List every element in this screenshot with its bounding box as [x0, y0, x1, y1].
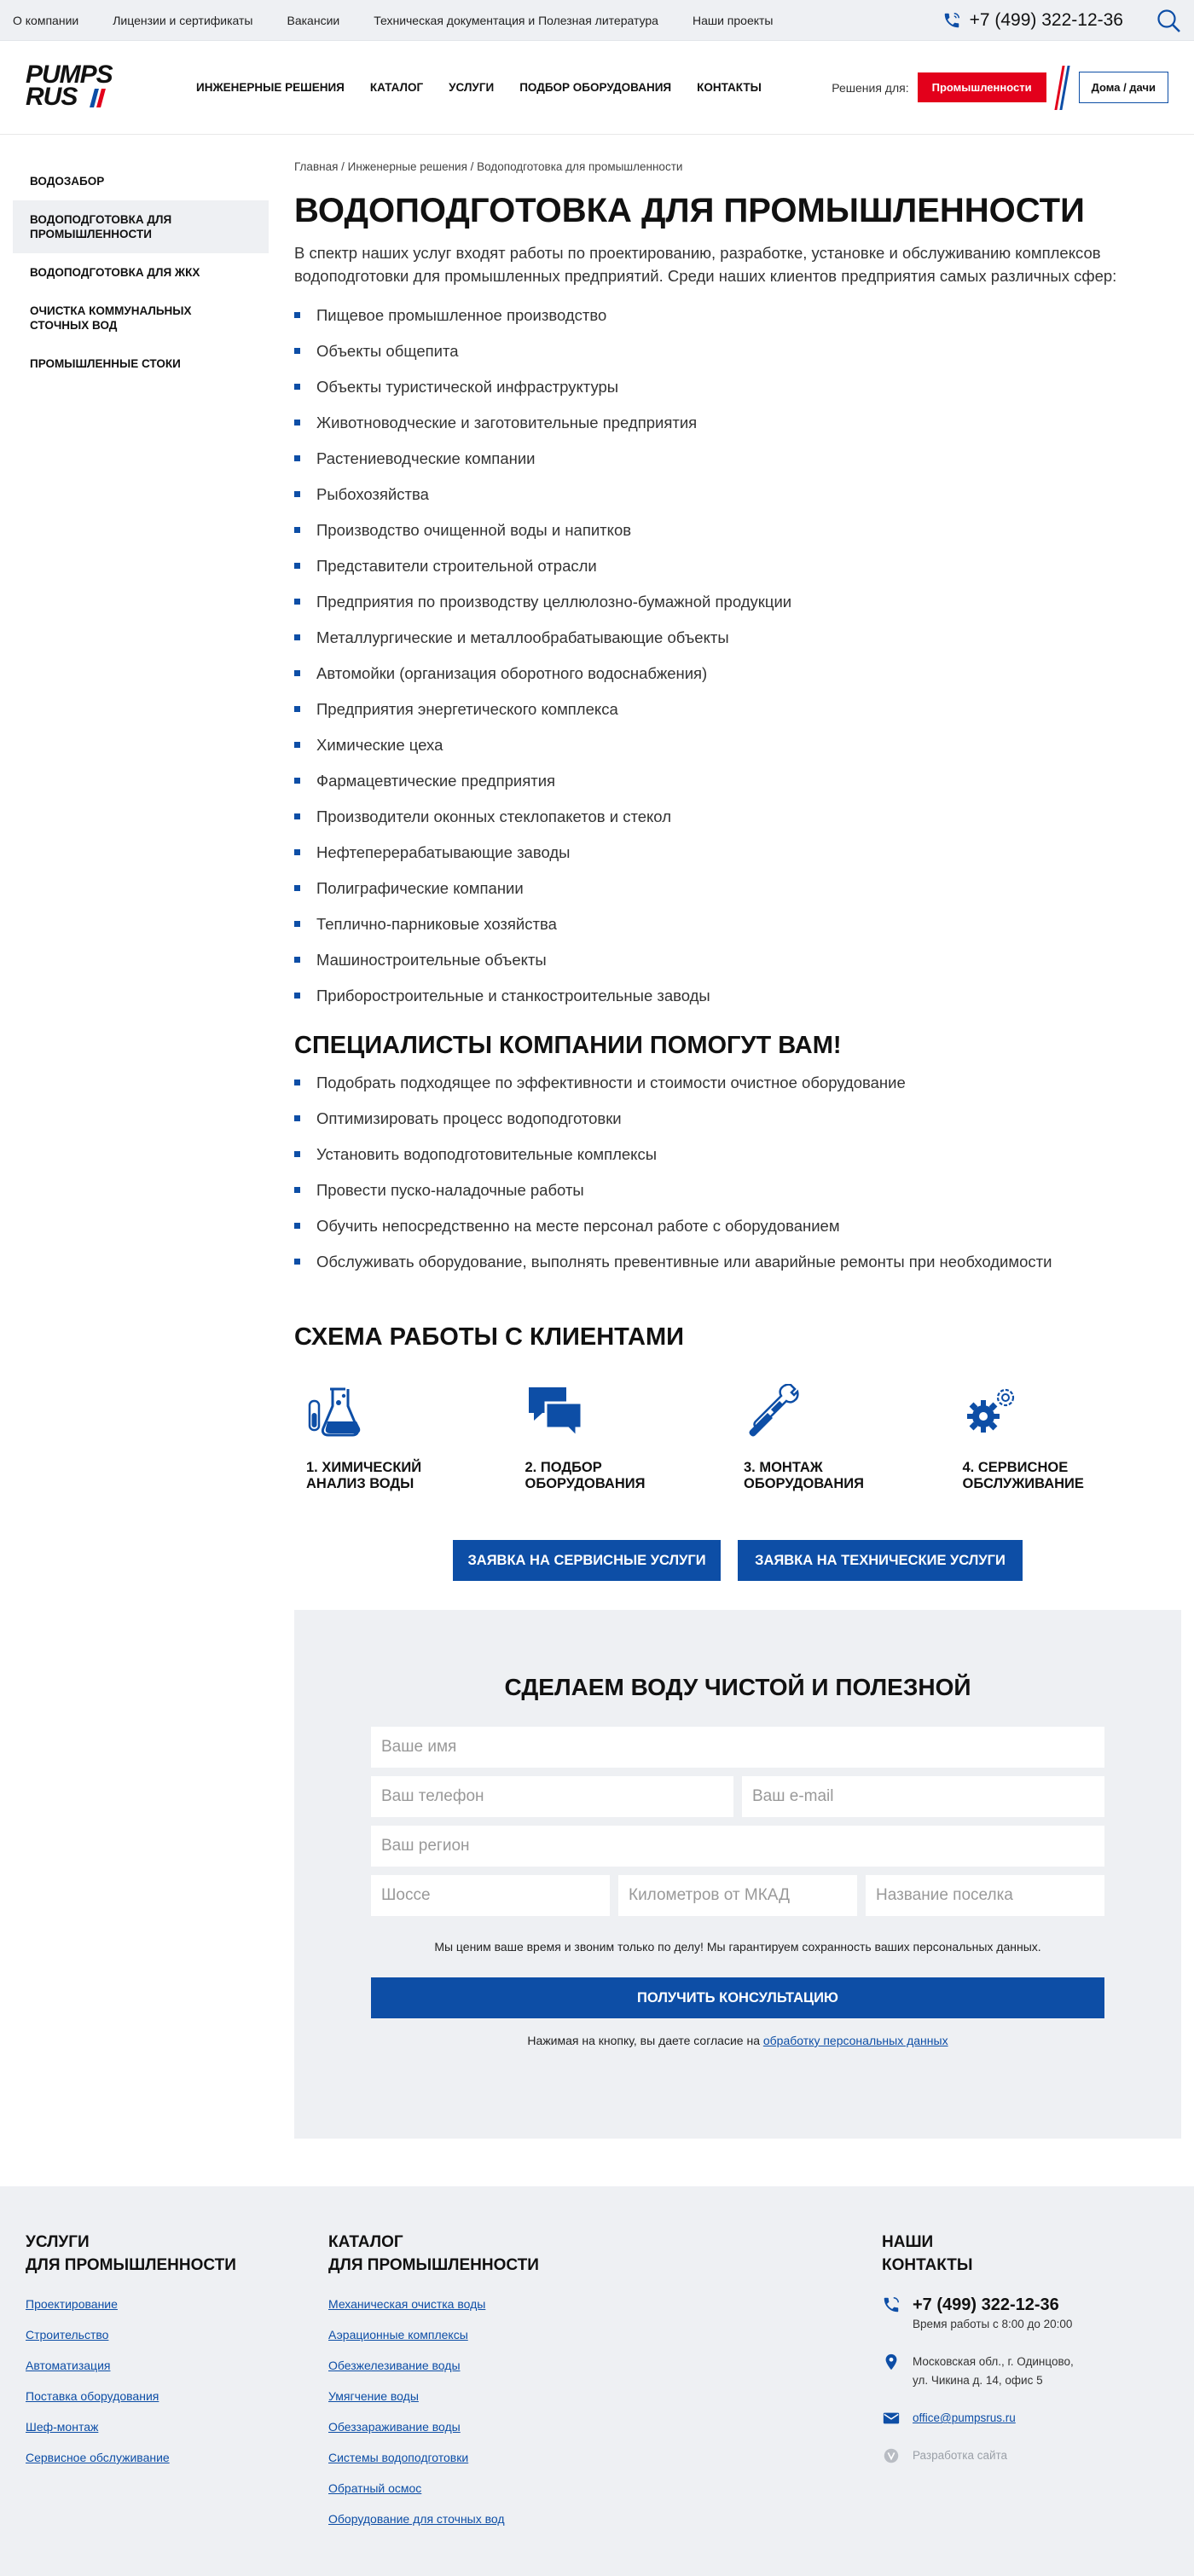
breadcrumb-current: Водоподготовка для промышленности	[477, 160, 683, 173]
list-item: Пищевое промышленное производство	[294, 298, 1181, 333]
top-link-licenses[interactable]: Лицензии и сертификаты	[113, 13, 253, 27]
nav-engineering[interactable]: ИНЖЕНЕРНЫЕ РЕШЕНИЯ	[196, 81, 345, 94]
list-item: Обслуживать оборудование, выполнять превентивные или аварийные ремонты при необходимости	[294, 1244, 1181, 1280]
nav-services[interactable]: УСЛУГИ	[449, 81, 495, 94]
address-line-1: Московская обл., г. Одинцово,	[913, 2355, 1074, 2368]
scheme-title: СХЕМА РАБОТЫ С КЛИЕНТАМИ	[294, 1323, 684, 1351]
page-body	[0, 135, 1194, 2139]
km-field[interactable]: Километров от МКАД	[618, 1875, 857, 1916]
step-installation	[744, 1384, 963, 1492]
address-line-2: ул. Чикина д. 14, офис 5	[913, 2374, 1043, 2387]
list-item: Оптимизировать процесс водоподготовки	[294, 1101, 1181, 1137]
step-service	[963, 1384, 1182, 1492]
breadcrumb-engineering[interactable]: Инженерные решения	[347, 160, 467, 173]
footer-email	[882, 2409, 1074, 2428]
mail-icon	[882, 2409, 901, 2428]
form-row	[371, 1875, 1104, 1916]
top-link-vacancies[interactable]: Вакансии	[287, 13, 340, 27]
footer-link[interactable]: Обеззараживание воды	[328, 2420, 461, 2434]
footer-link[interactable]: Сервисное обслуживание	[26, 2451, 170, 2464]
sidebar-item-industrial-waste[interactable]: ПРОМЫШЛЕННЫЕ СТОКИ	[30, 357, 181, 370]
step-selection	[525, 1384, 745, 1492]
list-item: Установить водоподготовительные комплексы	[294, 1137, 1181, 1172]
industry-button[interactable]: Промышленности	[918, 72, 1046, 102]
footer-catalog-title: КАТАЛОГ ДЛЯ ПРОМЫШЛЕННОСТИ	[328, 2233, 539, 2274]
sidebar-item-industry[interactable]: ВОДОПОДГОТОВКА ДЛЯ ПРОМЫШЛЕННОСТИ	[13, 200, 269, 253]
logo-text-2: RUS	[26, 82, 78, 111]
footer-link[interactable]: Аэрационные комплексы	[328, 2328, 468, 2342]
highway-field[interactable]: Шоссе	[371, 1875, 610, 1916]
main-header	[0, 41, 1194, 135]
email-link[interactable]: office@pumpsrus.ru	[913, 2411, 1016, 2424]
step-title: 3. МОНТАЖ ОБОРУДОВАНИЯ	[744, 1460, 864, 1491]
list-item: Предприятия энергетического комплекса	[294, 692, 1181, 727]
form-title: СДЕЛАЕМ ВОДУ ЧИСТОЙ И ПОЛЕЗНОЙ	[504, 1674, 971, 1700]
footer-link[interactable]: Строительство	[26, 2328, 109, 2342]
footer-link[interactable]: Проектирование	[26, 2297, 118, 2311]
developer-link[interactable]: Разработка сайта	[913, 2449, 1008, 2462]
list-item: Производство очищенной воды и напитков	[294, 512, 1181, 548]
list-item: Предприятия по производству целлюлозно-бумажной продукции	[294, 584, 1181, 620]
solutions-switch	[832, 66, 1168, 110]
main-content	[294, 135, 1181, 2139]
step-title: 4. СЕРВИСНОЕ ОБСЛУЖИВАНИЕ	[962, 1460, 1084, 1491]
top-link-docs[interactable]: Техническая документация и Полезная литература	[374, 13, 658, 27]
footer-catalog	[328, 2231, 539, 2526]
footer-developer	[882, 2446, 1074, 2465]
consultation-form	[294, 1610, 1181, 2139]
footer-address	[882, 2353, 1074, 2390]
list-item: Фармацевтические предприятия	[294, 763, 1181, 799]
step-analysis	[306, 1384, 525, 1492]
list-item: Представители строительной отрасли	[294, 548, 1181, 584]
list-item: Производители оконных стеклопакетов и стекол	[294, 799, 1181, 835]
logo[interactable]	[26, 60, 136, 112]
home-button[interactable]: Дома / дачи	[1079, 72, 1168, 103]
footer-link[interactable]: Оборудование для сточных вод	[328, 2512, 505, 2526]
email-field[interactable]: Ваш e-mail	[742, 1776, 1104, 1817]
top-phone-number: +7 (499) 322-12-36	[969, 9, 1123, 30]
list-item: Приборостроительные и станкостроительные заводы	[294, 978, 1181, 1014]
footer-link[interactable]: Системы водоподготовки	[328, 2451, 469, 2464]
top-bar	[0, 0, 1194, 41]
service-request-button[interactable]: ЗАЯВКА НА СЕРВИСНЫЕ УСЛУГИ	[453, 1540, 721, 1581]
list-item: Рыбохозяйства	[294, 477, 1181, 512]
top-links	[13, 14, 774, 27]
help-list	[294, 1065, 1181, 1280]
village-field[interactable]: Название поселка	[866, 1875, 1104, 1916]
main-nav	[196, 81, 762, 94]
page-title: ВОДОПОДГОТОВКА ДЛЯ ПРОМЫШЛЕННОСТИ	[294, 192, 1085, 229]
logo-text-1: PUMPS	[26, 60, 113, 89]
sectors-list	[294, 298, 1181, 1014]
solutions-label: Решения для:	[832, 80, 909, 95]
list-item: Обучить непосредственно на месте персонал работе с оборудованием	[294, 1208, 1181, 1244]
request-buttons	[294, 1540, 1181, 1581]
footer-link[interactable]: Механическая очистка воды	[328, 2297, 486, 2311]
region-field[interactable]: Ваш регион	[371, 1826, 1104, 1867]
name-field[interactable]: Ваше имя	[371, 1727, 1104, 1768]
list-item: Подобрать подходящее по эффективности и стоимости очистное оборудование	[294, 1065, 1181, 1101]
footer-services-title: УСЛУГИ ДЛЯ ПРОМЫШЛЕННОСТИ	[26, 2233, 236, 2274]
step-title: 2. ПОДБОР ОБОРУДОВАНИЯ	[525, 1460, 646, 1491]
footer-link[interactable]: Умягчение воды	[328, 2389, 419, 2403]
flask-icon	[306, 1384, 366, 1440]
nav-catalog[interactable]: КАТАЛОГ	[369, 81, 424, 94]
scheme-steps	[294, 1384, 1181, 1492]
list-item: Автомойки (организация оборотного водоснабжения)	[294, 656, 1181, 692]
sidebar-item-housing[interactable]: ВОДОПОДГОТОВКА ДЛЯ ЖКХ	[30, 266, 200, 279]
footer-contacts	[882, 2231, 1074, 2465]
nav-selection[interactable]: ПОДБОР ОБОРУДОВАНИЯ	[519, 81, 672, 94]
top-link-about[interactable]: О компании	[13, 13, 79, 27]
list-item: Объекты общепита	[294, 333, 1181, 369]
list-item: Полиграфические компании	[294, 871, 1181, 906]
submit-button[interactable]: ПОЛУЧИТЬ КОНСУЛЬТАЦИЮ	[371, 1977, 1104, 2018]
list-item: Металлургические и металлообрабатывающие объекты	[294, 620, 1181, 656]
consent-text	[371, 2034, 1104, 2047]
top-phone[interactable]	[942, 10, 1123, 31]
help-title: СПЕЦИАЛИСТЫ КОМПАНИИ ПОМОГУТ ВАМ!	[294, 1032, 842, 1059]
tech-request-button[interactable]: ЗАЯВКА НА ТЕХНИЧЕСКИЕ УСЛУГИ	[738, 1540, 1023, 1581]
consent-label: Нажимая на кнопку, вы даете согласие на	[527, 2034, 760, 2047]
footer-services	[26, 2231, 236, 2464]
chat-bubbles-icon	[525, 1384, 585, 1440]
footer-link[interactable]: Поставка оборудования	[26, 2389, 159, 2403]
gears-icon	[963, 1384, 1023, 1440]
consent-link[interactable]: обработку персональных данных	[762, 2034, 948, 2047]
list-item: Объекты туристической инфраструктуры	[294, 369, 1181, 405]
list-item: Теплично-парниковые хозяйства	[294, 906, 1181, 942]
nav-contacts[interactable]: КОНТАКТЫ	[697, 81, 762, 94]
wrench-screwdriver-icon	[744, 1384, 803, 1440]
list-item: Машиностроительные объекты	[294, 942, 1181, 978]
divider-stripes	[1055, 66, 1070, 110]
breadcrumb: Главная / Инженерные решения / Водоподготовка для промышленности	[294, 160, 683, 173]
logo-stripes	[92, 89, 103, 107]
work-hours: Время работы с 8:00 до 20:00	[913, 2318, 1073, 2330]
intro-text: В спектр наших услуг входят работы по проектированию, разработке, установке и обслуживанию комплексов водоподготовки для промышленных предприятий. Среди наших клиентов предприятия самых различных сфер:	[294, 244, 1117, 285]
list-item: Растениеводческие компании	[294, 441, 1181, 477]
phone-icon	[942, 11, 961, 30]
sidebar	[13, 135, 269, 2139]
search-icon[interactable]	[1156, 8, 1181, 33]
top-link-projects[interactable]: Наши проекты	[692, 13, 774, 27]
list-item: Животноводческие и заготовительные предприятия	[294, 405, 1181, 441]
developer-logo-icon	[882, 2446, 901, 2465]
list-item: Химические цеха	[294, 727, 1181, 763]
sidebar-item-intake[interactable]: ВОДОЗАБОР	[30, 175, 105, 188]
location-pin-icon	[882, 2353, 901, 2371]
footer	[0, 2186, 1194, 2576]
phone-field[interactable]: Ваш телефон	[371, 1776, 733, 1817]
privacy-note: Мы ценим ваше время и звоним только по делу! Мы гарантируем сохранность ваших персональных данных.	[434, 1940, 1041, 1954]
footer-phone	[882, 2295, 1074, 2334]
phone-icon	[882, 2295, 901, 2314]
footer-link[interactable]: Обратный осмос	[328, 2481, 422, 2495]
form-row	[371, 1776, 1104, 1817]
footer-link[interactable]: Обезжелезивание воды	[328, 2359, 461, 2372]
footer-link[interactable]: Автоматизация	[26, 2359, 111, 2372]
breadcrumb-home[interactable]: Главная	[294, 160, 339, 173]
footer-contacts-title: НАШИ КОНТАКТЫ	[882, 2233, 973, 2274]
step-title: 1. ХИМИЧЕСКИЙ АНАЛИЗ ВОДЫ	[306, 1460, 422, 1491]
list-item: Провести пуско-наладочные работы	[294, 1172, 1181, 1208]
footer-link[interactable]: Шеф-монтаж	[26, 2420, 99, 2434]
sidebar-item-sewage[interactable]: ОЧИСТКА КОММУНАЛЬНЫХ СТОЧНЫХ ВОД	[30, 304, 192, 332]
list-item: Нефтеперерабатывающие заводы	[294, 835, 1181, 871]
footer-phone-number[interactable]: +7 (499) 322-12-36	[913, 2295, 1059, 2314]
